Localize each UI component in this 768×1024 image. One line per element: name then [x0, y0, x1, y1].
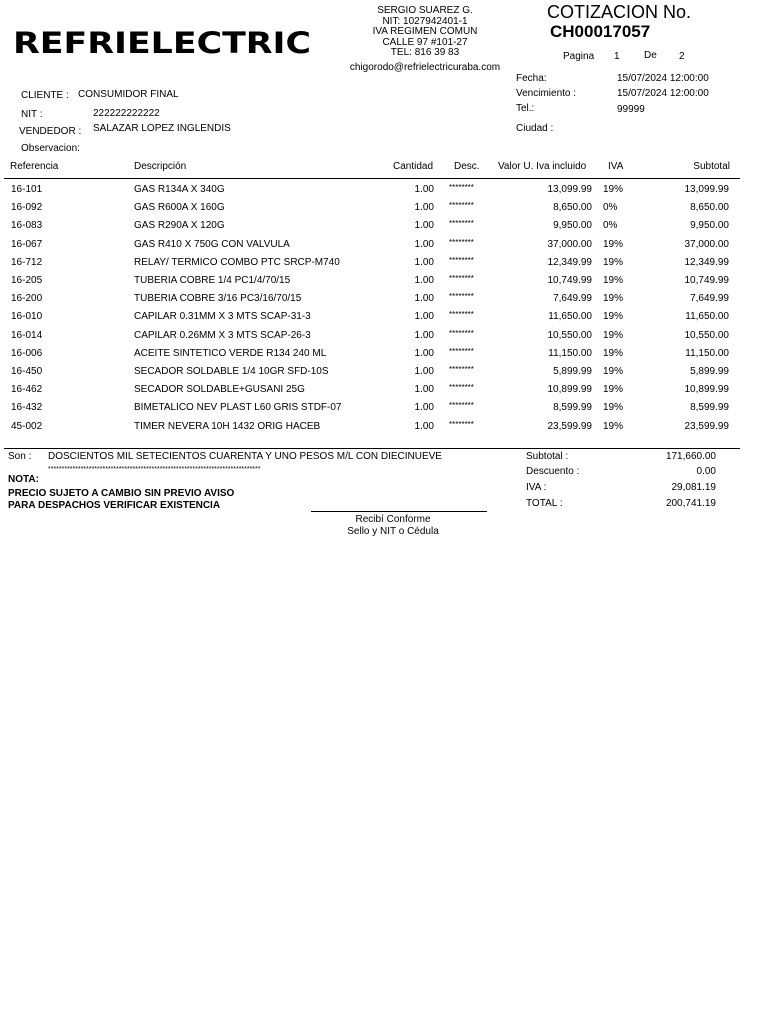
cell-referencia: 45-002 — [11, 420, 43, 432]
son-text: DOSCIENTOS MIL SETECIENTOS CUARENTA Y UNO PESOS M/L CON DIECINUEVE — [48, 451, 442, 462]
recibi-conforme: Recibí Conforme — [355, 514, 431, 525]
cell-cantidad: 1.00 — [414, 347, 434, 359]
cell-subtotal: 11,150.00 — [685, 347, 729, 359]
cell-valor-unitario: 8,650.00 — [553, 202, 592, 214]
logo-graphic — [13, 24, 313, 60]
page-total: 2 — [679, 51, 685, 62]
cell-referencia: 16-432 — [11, 402, 43, 414]
subtotal-value: 171,660.00 — [665, 451, 716, 462]
cell-descripcion: GAS R134A X 340G — [134, 184, 225, 195]
cell-desc: ******** — [449, 183, 474, 192]
col-valor-unitario: Valor U. Iva incluido — [498, 161, 587, 172]
cell-cantidad: 1.00 — [414, 202, 434, 214]
tel-value: 99999 — [617, 104, 645, 115]
cell-descripcion: GAS R600A X 160G — [134, 202, 225, 214]
cell-valor-unitario: 10,899.99 — [547, 384, 592, 396]
cliente-value: CONSUMIDOR FINAL — [78, 89, 179, 100]
fecha-value: 15/07/2024 12:00:00 — [617, 73, 709, 84]
cell-subtotal: 23,599.99 — [684, 420, 729, 432]
cell-cantidad: 1.00 — [414, 402, 434, 414]
nit-label: NIT : — [21, 109, 43, 120]
table-row — [0, 182, 768, 200]
col-subtotal: Subtotal — [693, 161, 730, 172]
iva-value: 29,081.19 — [671, 482, 716, 493]
cell-descripcion: TUBERIA COBRE 3/16 PC3/16/70/15 — [134, 293, 302, 305]
cell-cantidad: 1.00 — [414, 238, 434, 250]
cell-valor-unitario: 9,950.00 — [553, 220, 592, 232]
company-phone: TEL: 816 39 83 — [390, 47, 460, 58]
cell-subtotal: 8,599.99 — [690, 402, 729, 414]
cell-desc: ******** — [449, 365, 474, 374]
fecha-label: Fecha: — [516, 73, 547, 84]
cell-descripcion: BIMETALICO NEV PLAST L60 GRIS STDF-07 — [134, 402, 342, 414]
sello-nit: Sello y NIT o Cédula — [347, 526, 439, 537]
cell-valor-unitario: 7,649.99 — [553, 293, 592, 305]
cell-referencia: 16-006 — [11, 347, 43, 359]
cell-iva: 19% — [603, 420, 624, 432]
vendedor-label: VENDEDOR : — [19, 126, 82, 137]
cell-iva: 19% — [603, 275, 624, 286]
nota-label: NOTA: — [8, 474, 39, 485]
cell-subtotal: 8,650.00 — [690, 202, 729, 214]
table-row — [0, 382, 768, 400]
company-nit: NIT: 1027942401-1 — [382, 15, 468, 27]
company-address: CALLE 97 #101-27 — [382, 36, 468, 48]
cell-desc: ******** — [449, 274, 474, 283]
table-bottom-divider — [4, 448, 740, 449]
cell-subtotal: 37,000.00 — [684, 238, 729, 250]
table-row — [0, 218, 768, 236]
cell-referencia: 16-205 — [11, 275, 43, 286]
cell-subtotal: 13,099.99 — [684, 184, 729, 195]
logo-text: REFRIELECTRIC — [13, 26, 311, 60]
table-row — [0, 200, 768, 218]
cell-cantidad: 1.00 — [414, 293, 434, 305]
cell-cantidad: 1.00 — [414, 329, 434, 341]
col-desc: Desc. — [454, 161, 480, 172]
iva-label: IVA : — [526, 482, 547, 493]
cell-referencia: 16-450 — [11, 366, 43, 377]
cell-iva: 19% — [603, 256, 624, 268]
cell-valor-unitario: 13,099.99 — [547, 184, 592, 195]
cell-valor-unitario: 12,349.99 — [547, 256, 592, 268]
cell-cantidad: 1.00 — [414, 311, 434, 323]
table-row — [0, 364, 768, 382]
table-row — [0, 291, 768, 309]
col-iva: IVA — [608, 161, 624, 172]
cell-iva: 19% — [603, 347, 624, 359]
cell-valor-unitario: 5,899.99 — [553, 366, 592, 377]
cell-desc: ******** — [449, 419, 474, 429]
cell-cantidad: 1.00 — [414, 256, 434, 268]
table-header-divider — [4, 178, 740, 179]
cell-referencia: 16-101 — [11, 184, 43, 195]
son-label: Son : — [8, 451, 32, 462]
cell-referencia: 16-462 — [11, 384, 43, 396]
vendedor-value: SALAZAR LOPEZ INGLENDIS — [93, 123, 231, 134]
page-label: Pagina — [563, 51, 595, 62]
table-row — [0, 309, 768, 327]
subtotal-label: Subtotal : — [526, 451, 569, 462]
cell-referencia: 16-200 — [11, 293, 43, 305]
signature-line — [311, 511, 487, 512]
company-regimen: IVA REGIMEN COMUN — [372, 26, 478, 37]
cell-desc: ******** — [449, 346, 474, 356]
cell-iva: 19% — [603, 311, 624, 323]
company-info — [330, 6, 520, 73]
cell-descripcion: RELAY/ TERMICO COMBO PTC SRCP-M740 — [134, 256, 340, 268]
cell-subtotal: 9,950.00 — [690, 220, 729, 232]
cell-valor-unitario: 11,150.00 — [548, 347, 592, 359]
cell-cantidad: 1.00 — [414, 275, 434, 286]
cell-subtotal: 5,899.99 — [690, 366, 729, 377]
cell-cantidad: 1.00 — [414, 366, 434, 377]
cell-subtotal: 10,899.99 — [684, 384, 729, 396]
cell-iva: 19% — [603, 238, 624, 250]
cell-iva: 19% — [603, 366, 624, 377]
company-logo — [13, 24, 313, 60]
cell-descripcion: GAS R410 X 750G CON VALVULA — [134, 238, 290, 250]
cell-referencia: 16-014 — [11, 329, 43, 341]
tel-label: Tel.: — [516, 103, 535, 114]
cell-desc: ******** — [449, 219, 474, 229]
cell-iva: 19% — [603, 402, 624, 414]
total-label: TOTAL : — [526, 498, 563, 509]
ciudad-label: Ciudad : — [516, 123, 554, 134]
cell-referencia: 16-067 — [11, 238, 43, 250]
table-row — [0, 237, 768, 255]
cell-subtotal: 10,550.00 — [684, 329, 729, 341]
cell-desc: ******** — [449, 310, 474, 320]
vencimiento-value: 15/07/2024 12:00:00 — [617, 88, 709, 99]
cell-cantidad: 1.00 — [414, 420, 434, 432]
table-row — [0, 346, 768, 364]
cell-descripcion: SECADOR SOLDABLE+GUSANI 25G — [134, 384, 305, 396]
table-row — [0, 328, 768, 346]
cell-referencia: 16-092 — [11, 202, 43, 214]
descuento-value: 0.00 — [696, 466, 716, 477]
cell-descripcion: SECADOR SOLDABLE 1/4 10GR SFD-10S — [134, 366, 329, 377]
quote-title: COTIZACION No. — [547, 2, 692, 22]
son-stars: ****************************************************************************** — [48, 466, 261, 473]
cell-desc: ******** — [449, 328, 474, 338]
cell-valor-unitario: 37,000.00 — [547, 238, 592, 250]
cliente-label: CLIENTE : — [21, 90, 69, 101]
cell-valor-unitario: 10,749.99 — [547, 275, 592, 286]
total-value: 200,741.19 — [665, 498, 716, 509]
cell-valor-unitario: 11,650.00 — [548, 311, 592, 323]
cell-cantidad: 1.00 — [414, 220, 434, 232]
nota-line-2: PARA DESPACHOS VERIFICAR EXISTENCIA — [8, 500, 221, 511]
cell-subtotal: 10,749.99 — [684, 275, 729, 286]
cell-subtotal: 11,650.00 — [685, 311, 729, 323]
cell-referencia: 16-010 — [11, 311, 43, 323]
cell-iva: 19% — [603, 384, 624, 396]
nit-value: 222222222222 — [93, 108, 160, 119]
descuento-label: Descuento : — [526, 466, 580, 477]
cell-subtotal: 7,649.99 — [690, 293, 729, 305]
cell-valor-unitario: 23,599.99 — [547, 420, 592, 432]
observacion-label: Observacion: — [21, 143, 80, 154]
cell-iva: 19% — [603, 293, 624, 305]
quote-number: CH00017057 — [550, 22, 651, 41]
cell-desc: ******** — [449, 201, 474, 211]
table-row — [0, 255, 768, 273]
cell-desc: ******** — [449, 383, 474, 393]
table-row — [0, 400, 768, 418]
cell-descripcion: TIMER NEVERA 10H 1432 ORIG HACEB — [134, 420, 321, 432]
cell-valor-unitario: 10,550.00 — [547, 329, 592, 341]
page-number: 1 — [614, 51, 620, 62]
cell-descripcion: CAPILAR 0.26MM X 3 MTS SCAP-26-3 — [134, 329, 311, 341]
cell-descripcion: ACEITE SINTETICO VERDE R134 240 ML — [134, 347, 327, 359]
cell-referencia: 16-712 — [11, 256, 43, 268]
cell-iva: 0% — [603, 220, 618, 232]
cell-referencia: 16-083 — [11, 220, 43, 232]
nota-line-1: PRECIO SUJETO A CAMBIO SIN PREVIO AVISO — [8, 488, 235, 499]
cell-desc: ******** — [449, 401, 474, 411]
cell-desc: ******** — [449, 255, 474, 265]
cell-descripcion: TUBERIA COBRE 1/4 PC1/4/70/15 — [134, 275, 291, 286]
col-descripcion: Descripción — [134, 161, 187, 172]
col-referencia: Referencia — [10, 161, 59, 172]
cell-iva: 19% — [603, 329, 624, 341]
page-of-label: De — [644, 50, 657, 61]
table-row — [0, 419, 768, 437]
cell-iva: 0% — [603, 202, 618, 214]
vencimiento-label: Vencimiento : — [516, 88, 577, 99]
company-email: chigorodo@refrielectricuraba.com — [349, 61, 501, 73]
cell-descripcion: CAPILAR 0.31MM X 3 MTS SCAP-31-3 — [134, 311, 311, 323]
cell-desc: ******** — [449, 292, 474, 302]
cell-cantidad: 1.00 — [414, 384, 434, 396]
company-owner: SERGIO SUAREZ G. — [377, 5, 473, 16]
cell-desc: ******** — [449, 237, 474, 247]
table-row — [0, 273, 768, 291]
cell-descripcion: GAS R290A X 120G — [134, 220, 225, 232]
cell-subtotal: 12,349.99 — [684, 256, 729, 268]
cell-cantidad: 1.00 — [414, 184, 434, 195]
cell-valor-unitario: 8,599.99 — [553, 402, 592, 414]
cell-iva: 19% — [603, 184, 624, 195]
col-cantidad: Cantidad — [393, 161, 434, 172]
